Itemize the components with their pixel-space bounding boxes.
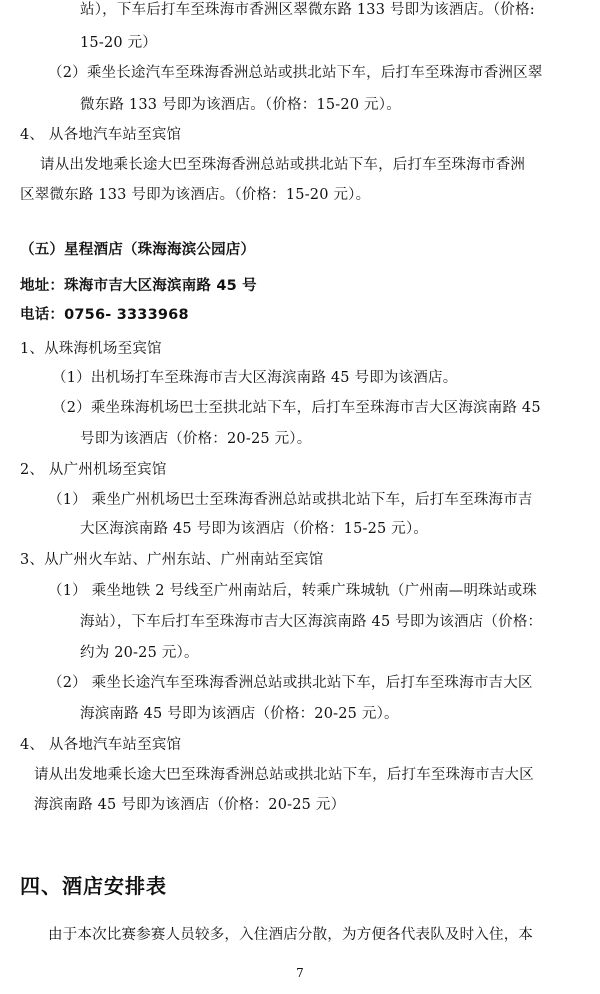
section-heading: 四、酒店安排表 <box>20 874 167 898</box>
text-line: 由于本次比赛参赛人员较多，入住酒店分散，为方便各代表队及时入住，本 <box>48 927 534 943</box>
text-line: 1、从珠海机场至宾馆 <box>20 341 162 357</box>
text-line: 大区海滨南路 45 号即为该酒店（价格：15-25 元）。 <box>80 521 429 537</box>
page-number: 7 <box>296 966 304 980</box>
text-line: （2）乘坐珠海机场巴士至拱北站下车，后打车至珠海市吉大区海滨南路 45 <box>52 400 541 416</box>
hotel-phone: 电话：0756- 3333968 <box>20 307 189 323</box>
text-line: 海站），下车后打车至珠海市吉大区海滨南路 45 号即为该酒店（价格： <box>80 614 543 630</box>
text-line: 海滨南路 45 号即为该酒店（价格：20-25 元） <box>34 797 346 813</box>
text-line: （1） 乘坐广州机场巴士至珠海香洲总站或拱北站下车，后打车至珠海市吉 <box>48 492 533 508</box>
hotel-heading: （五）星程酒店（珠海海滨公园店） <box>20 242 256 258</box>
text-line: 号即为该酒店（价格：20-25 元）。 <box>80 431 312 447</box>
text-line: 站），下车后打车至珠海市香洲区翠微东路 133 号即为该酒店。（价格: <box>80 2 535 18</box>
text-line: 15-20 元） <box>80 35 158 51</box>
text-line: （2） 乘坐长途汽车至珠海香洲总站或拱北站下车，后打车至珠海市吉大区 <box>48 675 533 691</box>
text-line: 微东路 133 号即为该酒店。（价格：15-20 元）。 <box>80 97 401 113</box>
text-line: 请从出发地乘长途大巴至珠海香洲总站或拱北站下车，后打车至珠海市吉大区 <box>34 767 534 783</box>
text-line: 海滨南路 45 号即为该酒店（价格：20-25 元）。 <box>80 706 399 722</box>
text-line: 2、 从广州机场至宾馆 <box>20 462 167 478</box>
text-line: 约为 20-25 元）。 <box>80 645 199 661</box>
text-line: （2）乘坐长途汽车至珠海香洲总站或拱北站下车，后打车至珠海市香洲区翠 <box>48 65 543 81</box>
text-line: 3、从广州火车站、广州东站、广州南站至宾馆 <box>20 552 324 568</box>
text-line: （1） 乘坐地铁 2 号线至广州南站后，转乘广珠城轨（广州南—明珠站或珠 <box>48 583 537 599</box>
text-line: 4、 从各地汽车站至宾馆 <box>20 737 182 753</box>
text-line: 区翠微东路 133 号即为该酒店。（价格：15-20 元）。 <box>20 187 371 203</box>
text-line: 请从出发地乘长途大巴至珠海香洲总站或拱北站下车，后打车至珠海市香洲 <box>40 157 526 173</box>
hotel-address: 地址：珠海市吉大区海滨南路 45 号 <box>20 278 257 294</box>
text-line: 4、 从各地汽车站至宾馆 <box>20 127 182 143</box>
text-line: （1）出机场打车至珠海市吉大区海滨南路 45 号即为该酒店。 <box>52 370 458 386</box>
